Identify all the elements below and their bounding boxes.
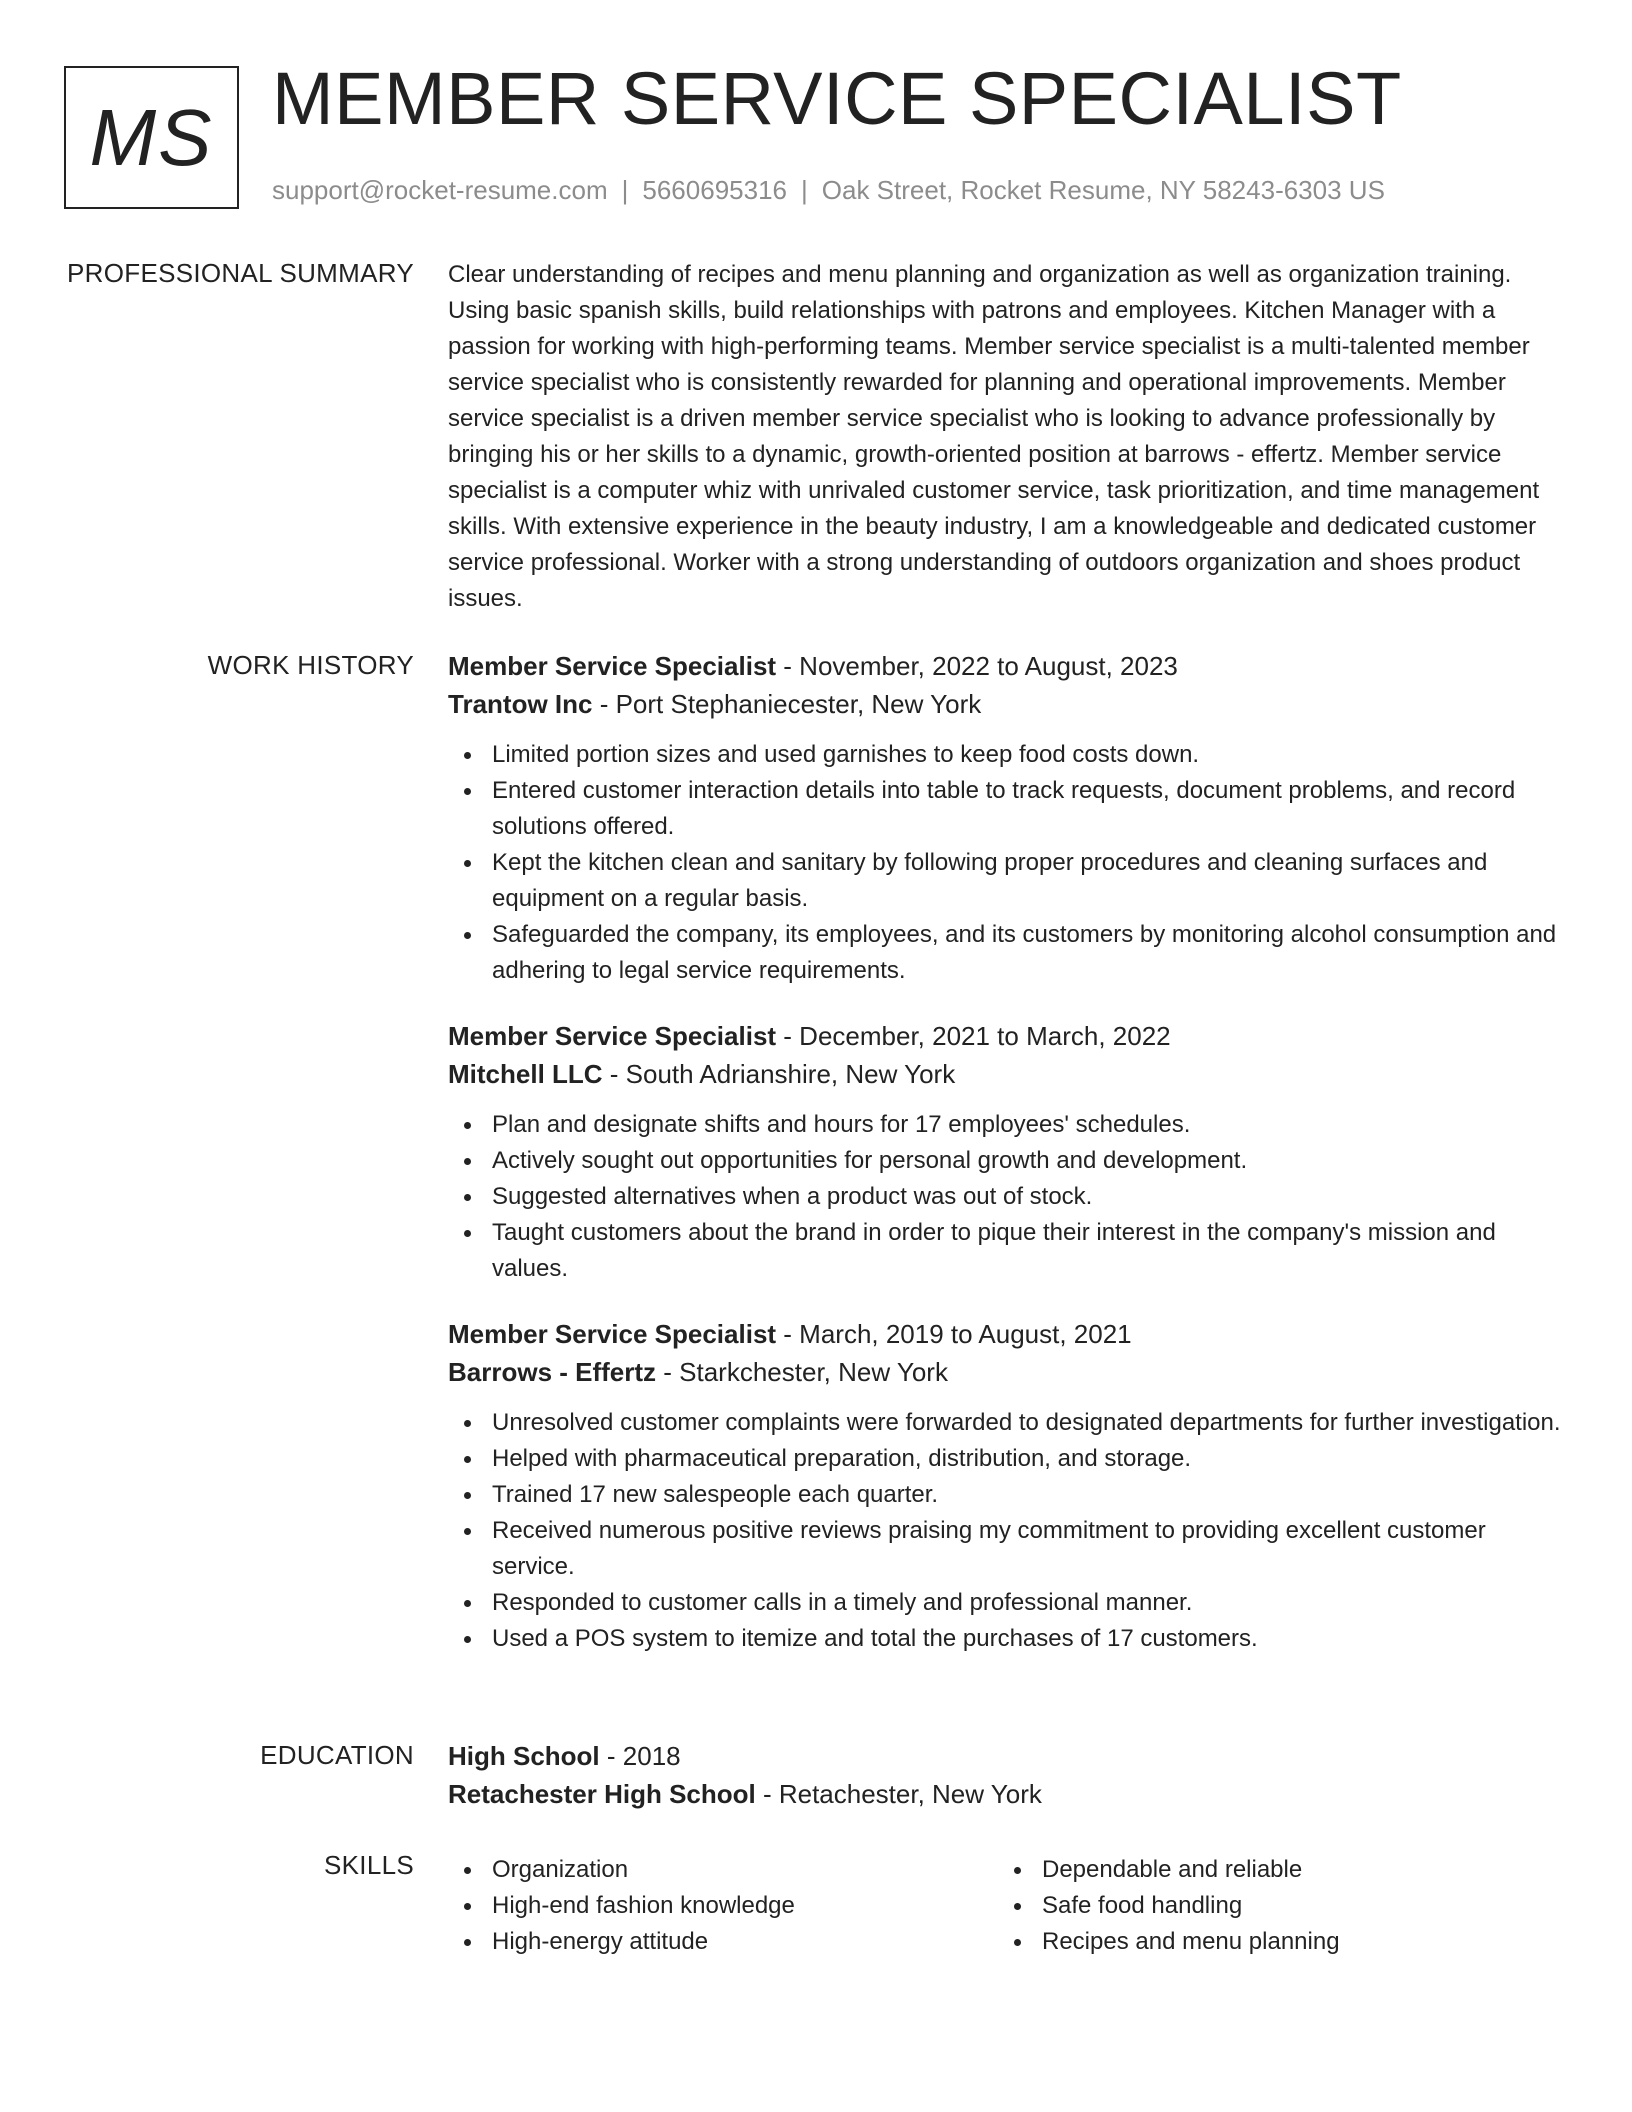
contact-phone[interactable]: 5660695316 xyxy=(642,175,787,205)
job-bullet: Received numerous positive reviews praising my commitment to providing excellent customer service. xyxy=(448,1513,1568,1585)
degree: High School xyxy=(448,1741,600,1771)
job-dates: - November, 2022 to August, 2023 xyxy=(776,651,1178,681)
school-name: Retachester High School xyxy=(448,1779,756,1809)
work-history-heading: WORK HISTORY xyxy=(207,650,414,680)
skills-list-right xyxy=(998,1852,1548,1960)
job-company: Barrows - Effertz xyxy=(448,1357,657,1387)
job-bullet: Kept the kitchen clean and sanitary by following proper procedures and cleaning surfaces and equipment on a regular basis. xyxy=(448,845,1568,917)
skill-item: High-end fashion knowledge xyxy=(448,1888,998,1924)
skill-item: Dependable and reliable xyxy=(998,1852,1548,1888)
job-entry xyxy=(448,1315,1568,1657)
contact-line xyxy=(272,175,1385,206)
job-bullet: Helped with pharmaceutical preparation, distribution, and storage. xyxy=(448,1441,1568,1477)
school-location: - Retachester, New York xyxy=(755,1779,1042,1809)
resume-title: MEMBER SERVICE SPECIALIST xyxy=(272,57,1402,140)
job-bullets xyxy=(448,1107,1568,1287)
monogram-initials: MS xyxy=(89,92,214,182)
job-entry xyxy=(448,1017,1568,1287)
work-history-body xyxy=(448,647,1568,1685)
skills-grid xyxy=(448,1838,1568,1960)
summary-body xyxy=(448,257,1568,617)
job-company-line xyxy=(448,1353,1568,1391)
job-bullet: Entered customer interaction details into table to track requests, document problems, and record solutions offered. xyxy=(448,773,1568,845)
job-bullet: Actively sought out opportunities for personal growth and development. xyxy=(448,1143,1568,1179)
job-bullet: Safeguarded the company, its employees, and its customers by monitoring alcohol consumption and adhering to legal service requirements. xyxy=(448,917,1568,989)
degree-line xyxy=(448,1737,1568,1775)
job-location: - Port Stephaniecester, New York xyxy=(592,689,982,719)
graduation-year: - 2018 xyxy=(599,1741,681,1771)
skills-body xyxy=(448,1838,1568,1960)
job-dates: - December, 2021 to March, 2022 xyxy=(776,1021,1171,1051)
job-company-line xyxy=(448,685,1568,723)
summary-text: Clear understanding of recipes and menu planning and organization as well as organization training. Using basic spanish skills, build relationships with patrons and employees. Kitchen Manager with a passion for working with high-performing teams. Member service specialist is a multi-talented member service specialist who is consistently rewarded for planning and operational improvements. Member service specialist is a driven member service specialist who is looking to advance professionally by bringing his or her skills to a dynamic, growth-oriented position at barrows - effertz. Member service specialist is a computer whiz with unrivaled customer service, task prioritization, and time management skills. With extensive experience in the beauty industry, I am a knowledgeable and dedicated customer service professional. Worker with a strong understanding of outdoors organization and shoes product issues. xyxy=(448,261,1540,612)
education-body xyxy=(448,1737,1568,1813)
job-title: Member Service Specialist xyxy=(448,1319,777,1349)
job-bullet: Responded to customer calls in a timely and professional manner. xyxy=(448,1585,1568,1621)
job-location: - South Adrianshire, New York xyxy=(602,1059,956,1089)
job-title: Member Service Specialist xyxy=(448,651,777,681)
skill-item: High-energy attitude xyxy=(448,1924,998,1960)
contact-address: Oak Street, Rocket Resume, NY 58243-6303 US xyxy=(821,175,1385,205)
skill-item: Organization xyxy=(448,1852,998,1888)
job-title: Member Service Specialist xyxy=(448,1021,777,1051)
summary-heading: PROFESSIONAL SUMMARY xyxy=(67,258,414,288)
job-dates: - March, 2019 to August, 2021 xyxy=(776,1319,1132,1349)
job-bullet: Limited portion sizes and used garnishes to keep food costs down. xyxy=(448,737,1568,773)
job-bullet: Used a POS system to itemize and total the purchases of 17 customers. xyxy=(448,1621,1568,1657)
job-location: - Starkchester, New York xyxy=(656,1357,948,1387)
education-heading: EDUCATION xyxy=(260,1740,414,1770)
job-bullet: Plan and designate shifts and hours for 17 employees' schedules. xyxy=(448,1107,1568,1143)
contact-separator: | xyxy=(801,175,808,205)
school-line xyxy=(448,1775,1568,1813)
job-company: Mitchell LLC xyxy=(448,1059,603,1089)
skill-item: Recipes and menu planning xyxy=(998,1924,1548,1960)
job-bullets xyxy=(448,737,1568,989)
job-company-line xyxy=(448,1055,1568,1093)
skills-list-left xyxy=(448,1852,998,1960)
skill-item: Safe food handling xyxy=(998,1888,1548,1924)
contact-separator: | xyxy=(621,175,629,205)
job-bullet: Suggested alternatives when a product was out of stock. xyxy=(448,1179,1568,1215)
job-bullet: Taught customers about the brand in order to pique their interest in the company's mission and values. xyxy=(448,1215,1568,1287)
job-bullet: Unresolved customer complaints were forwarded to designated departments for further investigation. xyxy=(448,1405,1568,1441)
job-title-line xyxy=(448,1315,1568,1353)
monogram-box xyxy=(64,66,239,209)
skills-heading: SKILLS xyxy=(324,1850,414,1880)
job-title-line xyxy=(448,647,1568,685)
job-entry xyxy=(448,647,1568,989)
job-title-line xyxy=(448,1017,1568,1055)
job-bullets xyxy=(448,1405,1568,1657)
job-bullet: Trained 17 new salespeople each quarter. xyxy=(448,1477,1568,1513)
contact-email[interactable]: support@rocket-resume.com xyxy=(272,175,608,205)
job-company: Trantow Inc xyxy=(448,689,593,719)
